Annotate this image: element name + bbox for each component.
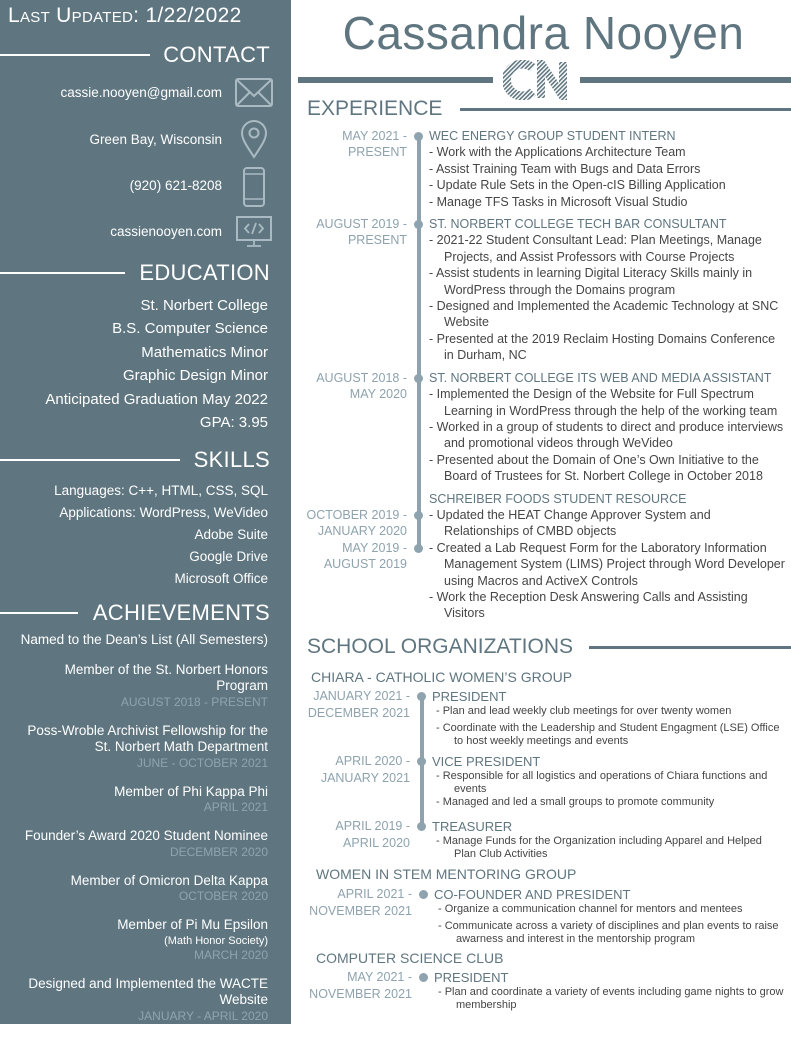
date-to: APRIL 2020 xyxy=(343,836,410,850)
achievement-title: Named to the Dean’s List (All Semesters) xyxy=(20,632,268,647)
timeline-marker xyxy=(412,969,434,986)
entry-bullet: - Plan and coordinate a variety of events including game nights to grow membership xyxy=(438,986,784,1011)
achievement-item xyxy=(10,662,268,710)
entry-bullet: - Assist Training Team with Bugs and Data Errors xyxy=(429,161,701,176)
entry-bullet: - Manage Funds for the Organization including Apparel and Helped Plan Club Activities xyxy=(436,835,762,860)
date-from: MAY 2019 - xyxy=(342,540,407,555)
date-range xyxy=(290,128,407,160)
education-item: Anticipated Graduation May 2022 xyxy=(45,390,268,408)
entry-bullet: - Worked in a group of students to direct and produce interviews and promotional videos through WeVideo xyxy=(429,419,784,451)
entry-bullet: - Responsible for all logistics and operations of Chiara functions and events xyxy=(436,770,768,795)
date-from: MAY 2021 - xyxy=(347,970,412,984)
education-item: B.S. Computer Science xyxy=(112,320,268,338)
achievement-title: Founder’s Award 2020 Student Nominee xyxy=(24,828,268,843)
website-link[interactable]: cassienooyen.com xyxy=(110,224,222,239)
date-range xyxy=(290,818,410,850)
entry-bullet: - Presented about the Domain of One’s Own Initiative to the Board of Trustees for St. Norbert College in October 2018 xyxy=(429,452,763,484)
date-from: APRIL 2020 - xyxy=(335,754,410,768)
skills-item: Google Drive xyxy=(189,549,268,564)
entry-bullet: - Presented at the 2019 Reclaim Hosting Domains Conference in Durham, NC xyxy=(429,331,776,363)
entry-bullet: - Coordinate with the Leadership and Student Engagment (LSE) Office to host weekly meetings and events xyxy=(436,722,780,747)
contact-heading: CONTACT xyxy=(0,42,270,68)
achievement-subtitle: (Math Honor Society) xyxy=(164,934,268,947)
email-link[interactable]: cassie.nooyen@gmail.com xyxy=(60,85,222,100)
entry-bullet: - Update Rule Sets in the Open-cIS Billing Application xyxy=(429,178,726,193)
achievement-title: Member of Pi Mu Epsilon xyxy=(117,917,268,932)
date-range xyxy=(290,507,407,539)
timeline-line xyxy=(420,696,424,826)
timeline-marker xyxy=(410,835,432,861)
achievement-item xyxy=(10,917,268,963)
code-monitor-icon xyxy=(234,214,274,250)
achievement-item xyxy=(10,828,268,860)
date-to: AUGUST 2019 xyxy=(323,557,407,572)
education-list xyxy=(0,294,268,434)
education-heading: EDUCATION xyxy=(0,260,270,286)
entry-title: SCHREIBER FOODS STUDENT RESOURCE xyxy=(429,491,687,506)
entry-bullet: - Managed and led a small groups to promote community xyxy=(436,796,715,808)
achievement-item xyxy=(10,873,268,905)
date-range xyxy=(290,331,407,347)
date-range xyxy=(290,144,407,160)
date-range xyxy=(290,370,407,402)
skills-item: Adobe Suite xyxy=(194,527,268,542)
timeline-marker xyxy=(412,986,434,1012)
entry-title: ST. NORBERT COLLEGE TECH BAR CONSULTANT xyxy=(429,217,727,232)
date-from: OCTOBER 2019 - xyxy=(306,507,407,522)
envelope-icon xyxy=(234,75,274,111)
date-range xyxy=(290,886,412,918)
location-text: Green Bay, Wisconsin xyxy=(89,132,222,147)
date-range xyxy=(290,770,410,787)
date-to: JANUARY 2020 xyxy=(317,524,407,539)
date-range xyxy=(290,722,410,739)
education-item: Graphic Design Minor xyxy=(122,367,268,385)
entry-bullet: - 2021-22 Student Consultant Lead: Plan Meetings, Manage Projects, and Assist Professors with Course Projects xyxy=(429,233,762,264)
date-range xyxy=(290,920,412,937)
achievement-title: Member of Omicron Delta Kappa xyxy=(70,872,268,888)
achievement-item xyxy=(10,723,268,771)
date-range xyxy=(290,491,407,507)
date-range xyxy=(290,796,410,813)
achievement-date: DECEMBER 2020 xyxy=(169,844,268,859)
date-range xyxy=(290,986,412,1003)
organization-name: WOMEN IN STEM MENTORING GROUP xyxy=(316,866,577,882)
date-range xyxy=(290,969,412,1001)
entry-title: VICE PRESIDENT xyxy=(432,754,541,769)
skills-item: Applications: WordPress, WeVideo xyxy=(59,505,268,520)
timeline-marker xyxy=(412,886,434,903)
education-item: Mathematics Minor xyxy=(141,343,268,361)
cn-monogram-logo xyxy=(503,60,573,100)
organization-name: COMPUTER SCIENCE CLUB xyxy=(316,950,504,966)
entry-bullet: - Implemented the Design of the Website for Full Spectrum Learning in WordPress through the help of the working team xyxy=(429,387,778,418)
date-from: APRIL 2019 - xyxy=(335,819,410,833)
sidebar xyxy=(0,0,291,1024)
timeline-marker xyxy=(412,903,434,920)
date-range xyxy=(290,216,407,248)
date-to: PRESENT xyxy=(347,145,407,160)
phone-icon xyxy=(234,166,274,208)
entry-bullet: - Manage TFS Tasks in Microsoft Visual Studio xyxy=(429,194,688,209)
date-range xyxy=(290,194,407,210)
date-range xyxy=(290,161,407,177)
date-to: NOVEMBER 2021 xyxy=(309,904,412,918)
date-to: NOVEMBER 2021 xyxy=(309,987,412,1001)
entry-title: PRESIDENT xyxy=(432,689,507,704)
entry-bullet: - Created a Lab Request Form for the Laboratory Information Management System (LIMS) Project through Word Developer using Macros and ActiveX Controls xyxy=(429,540,785,588)
skills-heading: SKILLS xyxy=(0,447,270,473)
entry-title: TREASURER xyxy=(432,819,513,834)
education-item: St. Norbert College xyxy=(140,297,268,314)
achievement-date: JUNE - OCTOBER 2021 xyxy=(136,755,268,770)
organization-name: CHIARA - CATHOLIC WOMEN’S GROUP xyxy=(311,669,573,685)
date-from: AUGUST 2018 - xyxy=(316,370,407,385)
entry-bullet: - Updated the HEAT Change Approver System and Relationships of CMBD objects xyxy=(429,507,711,539)
date-range xyxy=(290,419,407,435)
date-from: MAY 2021 - xyxy=(342,129,407,143)
organizations-heading: SCHOOL ORGANIZATIONS xyxy=(307,635,791,659)
organization-timeline xyxy=(290,688,785,861)
organization-timeline xyxy=(290,886,785,946)
achievement-date: APRIL 2021 xyxy=(203,800,268,814)
education-item: GPA: 3.95 xyxy=(199,414,268,432)
achievement-date: AUGUST 2018 - PRESENT xyxy=(120,694,268,709)
entry-bullet: - Designed and Implemented the Academic Technology at SNC Website xyxy=(429,299,779,330)
timeline-marker xyxy=(407,589,429,622)
achievement-item xyxy=(10,784,268,816)
date-to: PRESENT xyxy=(347,233,407,248)
date-range xyxy=(290,705,410,722)
entry-bullet: - Work the Reception Desk Answering Calls and Assisting Visitors xyxy=(429,589,748,621)
achievement-date: MARCH 2020 xyxy=(193,947,268,962)
achievements-heading: ACHIEVEMENTS xyxy=(0,600,270,626)
entry-bullet: - Organize a communication channel for mentors and mentees xyxy=(438,903,743,915)
entry-title: PRESIDENT xyxy=(434,970,509,985)
entry-title: WEC ENERGY GROUP STUDENT INTERN xyxy=(429,129,676,143)
date-from: APRIL 2021 - xyxy=(337,887,412,901)
skills-item: Languages: C++, HTML, CSS, SQL xyxy=(54,483,268,498)
date-range xyxy=(290,177,407,193)
date-from: JANUARY 2021 - xyxy=(313,689,410,703)
date-range xyxy=(290,232,407,248)
skills-item: Microsoft Office xyxy=(174,571,268,586)
header-bar-right xyxy=(580,77,791,83)
date-range xyxy=(290,540,407,572)
date-range xyxy=(290,298,407,314)
date-range xyxy=(290,265,407,281)
achievements-list xyxy=(10,632,268,1037)
organization-timeline xyxy=(290,969,785,1012)
date-to: MAY 2020 xyxy=(349,387,407,402)
achievement-date: OCTOBER 2020 xyxy=(178,889,268,903)
phone-text: (920) 621-8208 xyxy=(129,178,222,193)
entry-bullet: - Communicate across a variety of disciplines and plan events to raise awarness and interest in the mentorship program xyxy=(438,920,779,945)
skills-list xyxy=(0,480,268,590)
date-range xyxy=(290,452,407,468)
entry-title: ST. NORBERT COLLEGE ITS WEB AND MEDIA ASSISTANT xyxy=(429,370,772,385)
date-range xyxy=(290,386,407,402)
entry-bullet: - Assist students in learning Digital Literacy Skills mainly in WordPress through the Domains program xyxy=(429,266,753,297)
achievement-title: Member of the St. Norbert Honors Program xyxy=(64,661,268,693)
experience-heading: EXPERIENCE xyxy=(307,97,791,121)
entry-bullet: - Plan and lead weekly club meetings for over twenty women xyxy=(436,705,732,717)
timeline-line xyxy=(417,136,421,548)
achievement-title: Designed and Implemented the WACTE Website xyxy=(28,975,268,1007)
achievement-item xyxy=(10,976,268,1024)
entry-title: CO-FOUNDER AND PRESIDENT xyxy=(434,887,631,902)
achievement-title: Member of Phi Kappa Phi xyxy=(114,783,268,799)
timeline-marker xyxy=(412,920,434,946)
name-title: Cassandra Nooyen xyxy=(342,7,745,59)
date-range xyxy=(290,753,410,785)
date-to: DECEMBER 2021 xyxy=(307,706,410,720)
timeline-dot xyxy=(419,973,428,982)
date-from: AUGUST 2019 - xyxy=(316,217,407,232)
date-range xyxy=(290,589,407,605)
achievement-item xyxy=(10,632,268,649)
header-bar-left xyxy=(298,77,493,83)
achievement-title: Poss-Wroble Archivist Fellowship for the St. Norbert Math Department xyxy=(27,722,268,754)
experience-timeline xyxy=(290,128,785,622)
entry-bullet: - Work with the Applications Architecture Team xyxy=(429,145,686,160)
location-pin-icon xyxy=(234,118,274,160)
last-updated: Last Updated: 1/22/2022 xyxy=(8,4,242,27)
date-to: JANUARY 2021 xyxy=(320,771,410,785)
timeline-dot xyxy=(419,890,428,899)
date-range xyxy=(290,903,412,920)
date-range xyxy=(290,688,410,720)
date-range xyxy=(290,835,410,852)
achievement-date: JANUARY - APRIL 2020 xyxy=(138,1008,268,1023)
